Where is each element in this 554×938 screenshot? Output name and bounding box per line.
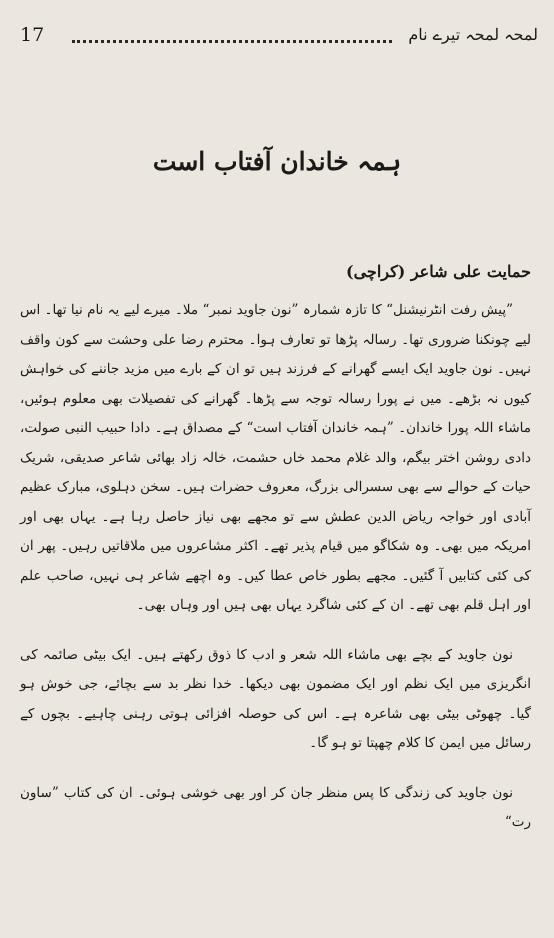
running-title: لمحہ لمحہ تیرے نام [408,25,538,44]
article-body [20,296,531,838]
article-title: ہمہ خاندان آفتاب است [152,147,402,176]
paragraph-3: نون جاوید کی زندگی کا پس منظر جان کر اور بھی خوشی ہوئی۔ ان کی کتاب ”ساون رت“ [20,784,531,830]
header-dotted-leader [72,40,392,43]
page-header [20,20,538,54]
page-number: 17 [20,24,45,46]
paragraph-2: نون جاوید کے بچے بھی ماشاء اللہ شعر و ادب کا ذوق رکھتے ہیں۔ ایک بیٹی صائمہ کی انگریزی میں ایک نظم اور ایک مضمون بھی دیکھا۔ خدا نظر بد سے بچائے، جی خوش ہو گیا۔ چھوٹی بیٹی بھی شاعرہ ہے۔ اس کی حوصلہ افزائی ہوتی رہنی چاہیے۔ بچوں کے رسائل میں ایمن کا کلام چھپتا تو ہو گا۔ [20,646,531,751]
paragraph-1: ”پیش رفت انٹرنیشنل“ کا تازہ شمارہ ”نون جاوید نمبر“ ملا۔ میرے لیے یہ نام نیا تھا۔ اس لیے چونکنا ضروری تھا۔ رسالہ پڑھا تو تعارف ہوا۔ محترم رضا علی وحشت سے کون واقف نہیں۔ نون جاوید ایک ایسے گھرانے کے فرزند ہیں تو ان کے بارے میں مزید جاننے کی خواہش کیوں نہ بڑھے۔ میں نے پورا رسالہ توجہ سے پڑھا۔ گھرانے کی تفصیلات بھی معلوم ہوئیں، ماشاء اللہ پورا خاندان۔ ”ہمہ خاندان آفتاب است“ کے مصداق ہے۔ دادا حبیب النبی صولت، دادی روشن اختر بیگم، والد غلام محمد خاں حشمت، خالہ زاد بھائی شاعر صدیقی، شریک حیات کے حوالے سے بھی سسرالی بزرگ، معروف حضرات ہیں۔ سخن دہلوی، مبارک عظیم آبادی اور خواجہ ریاض الدین عطش سے تو مجھے بھی نیاز حاصل رہا ہے۔ یہاں بھی اور امریکہ میں بھی۔ وہ شکاگو میں قیام پذیر تھے۔ اکثر مشاعروں میں ملاقاتیں رہیں۔ پھر ان کی کئی کتابیں آ گئیں۔ مجھے بطور خاص عطا کیں۔ وہ اچھے شاعر ہی نہیں، صاحب علم اور اہل قلم بھی تھے۔ ان کے کئی شاگرد یہاں بھی ہیں اور وہاں بھی۔ [20,302,532,613]
author-byline: حمایت علی شاعر (کراچی) [346,262,531,281]
